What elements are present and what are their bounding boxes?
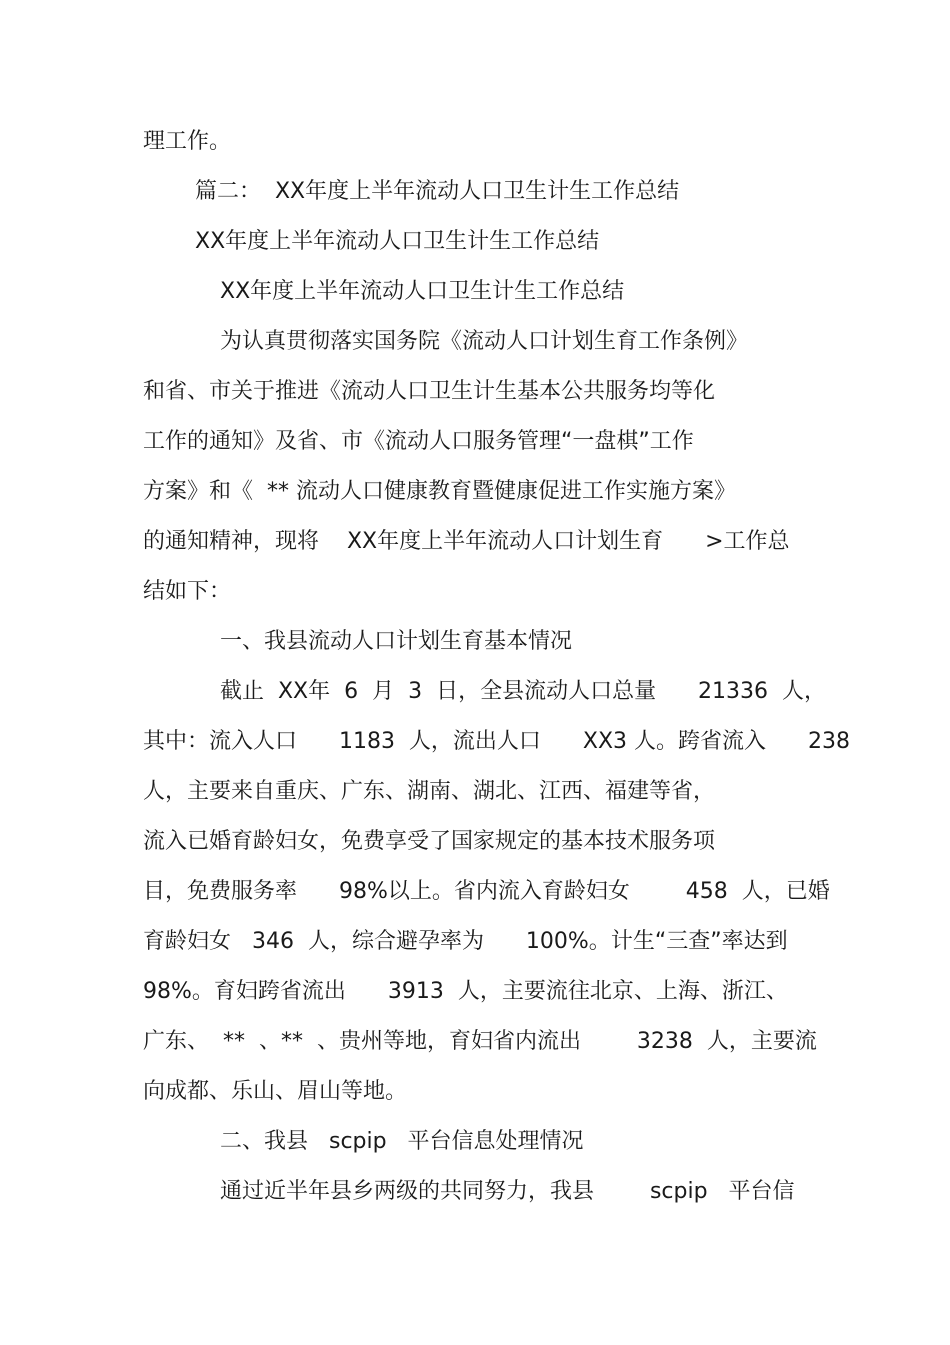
text-line-5: 为认真贯彻落实国务院《流动人口计划生育工作条例》 [220, 329, 749, 354]
text-line-6: 和省、市关于推进《流动人口卫生计生基本公共服务均等化 [143, 379, 716, 404]
text-line-9: 的通知精神，现将 XX年度上半年流动人口计划生育 >工作总 [143, 529, 790, 554]
document-subtitle: XX年度上半年流动人口卫生计生工作总结 [220, 279, 625, 304]
text-line-8: 方案》和《 ** 流动人口健康教育暨健康促进工作实施方案》 [143, 479, 736, 504]
text-line-15: 流入已婚育龄妇女，免费享受了国家规定的基本技术服务项 [143, 829, 716, 854]
text-line-22: 通过近半年县乡两级的共同努力，我县 scpip 平台信 [220, 1179, 795, 1204]
text-line-17: 育龄妇女 346 人，综合避孕率为 100%。计生“三查”率达到 [143, 929, 788, 954]
text-line-14: 人，主要来自重庆、广东、湖南、湖北、江西、福建等省， [143, 779, 716, 804]
text-line-19: 广东、 ** 、** 、贵州等地，育妇省内流出 3238 人，主要流 [143, 1029, 817, 1054]
text-line-12: 截止 XX年 6 月 3 日，全县流动人口总量 21336 人， [220, 679, 827, 704]
text-line-13: 其中：流入人口 1183 人，流出人口 XX3 人。跨省流入 238 [143, 729, 850, 754]
section-heading-part2: 篇二： XX年度上半年流动人口卫生计生工作总结 [195, 179, 680, 204]
text-line-7: 工作的通知》及省、市《流动人口服务管理“一盘棋”工作 [143, 429, 694, 454]
text-line-20: 向成都、乐山、眉山等地。 [143, 1079, 408, 1104]
text-line-16: 目，免费服务率 98%以上。省内流入育龄妇女 458 人，已婚 [143, 879, 830, 904]
document-title: XX年度上半年流动人口卫生计生工作总结 [195, 229, 600, 254]
section-heading-2: 二、我县 scpip 平台信息处理情况 [220, 1129, 584, 1154]
section-heading-1: 一、我县流动人口计划生育基本情况 [220, 629, 573, 654]
text-line-10: 结如下： [143, 579, 232, 604]
text-line-18: 98%。育妇跨省流出 3913 人，主要流往北京、上海、浙江、 [143, 979, 788, 1004]
text-line-1: 理工作。 [143, 129, 232, 154]
